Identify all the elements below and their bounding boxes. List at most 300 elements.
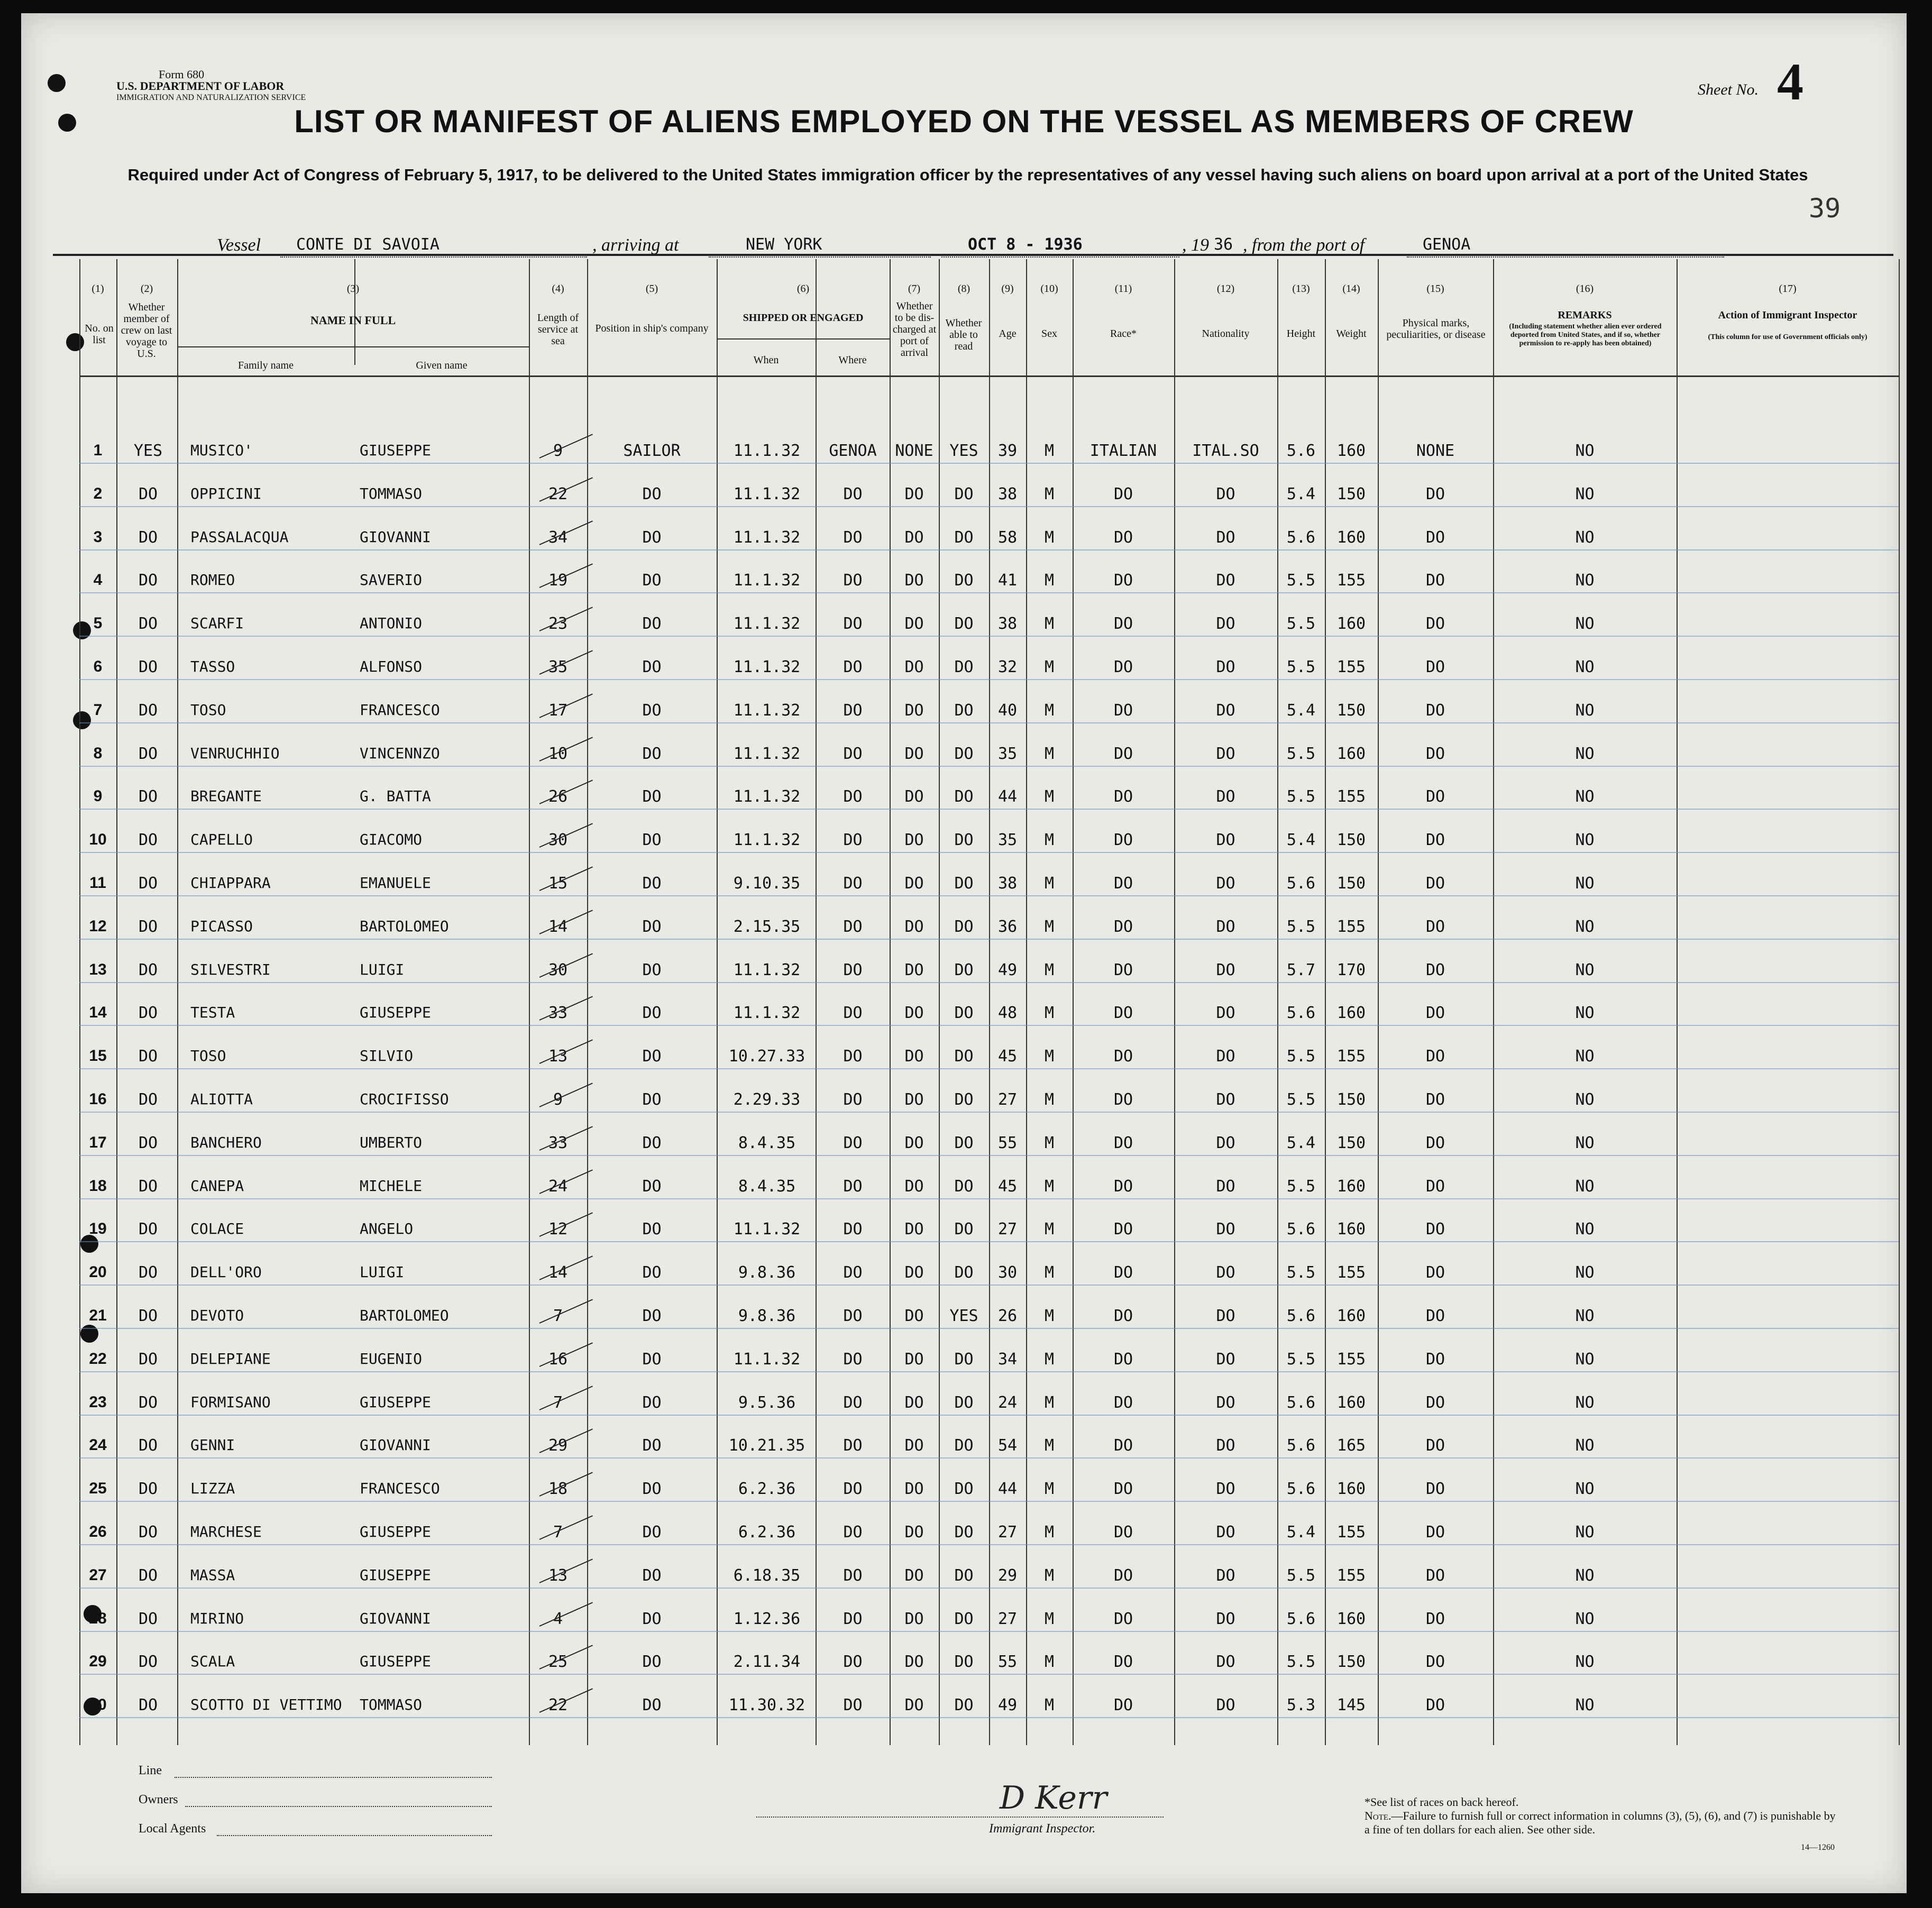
header-position: Position in ship's company [595,323,709,334]
cell-position: DO [642,1047,662,1066]
cell-discharged: DO [904,1177,924,1196]
cell-height: 5.5 [1286,1350,1316,1369]
cell-no: 7 [93,701,103,719]
column-number: (1) [91,283,104,295]
cell-service: 33 [548,1133,568,1152]
cell-position: DO [642,917,662,936]
cell-weight: 155 [1336,658,1366,676]
cell-discharged: DO [904,528,924,547]
cell-position: DO [642,1696,662,1715]
cell-read: DO [954,1696,974,1715]
cell-given: BARTOLOMEO [360,1307,449,1324]
cell-where: DO [843,1566,863,1585]
cell-sex: M [1044,744,1055,763]
cell-race: DO [1113,1350,1133,1369]
cell-height: 5.6 [1286,1393,1316,1412]
cell-where: DO [843,1393,863,1412]
cell-nationality: DO [1216,744,1235,763]
cell-prev: DO [138,658,158,676]
cell-position: DO [642,831,662,850]
cell-sex: M [1044,658,1055,676]
note-text: —Failure to furnish full or correct information in columns (3), (5), (6), and (7) is punishable by a fine of ten dollars for each alien. See other side. [1365,1809,1836,1836]
cell-when: 9.8.36 [738,1263,796,1282]
cell-weight: 165 [1336,1436,1366,1455]
cell-age: 48 [997,1004,1018,1023]
header-nationality: Nationality [1202,328,1250,340]
cell-no: 10 [89,831,107,849]
header-weight: Weight [1336,328,1367,340]
cell-remarks: NO [1575,1090,1595,1109]
cell-where: DO [843,1133,863,1152]
cell-family: CANEPA [190,1177,244,1195]
cell-given: GIOVANNI [360,528,431,546]
cell-prev: DO [138,1350,158,1369]
cell-height: 5.5 [1286,1177,1316,1196]
row-rule [79,549,1899,551]
cell-discharged: DO [904,1133,924,1152]
cell-weight: 150 [1336,484,1366,503]
cell-service: 35 [548,658,568,676]
cell-given: TOMMASO [360,484,423,502]
note-prefix: Note. [1365,1809,1391,1822]
cell-sex: M [1044,960,1055,979]
column-divider [1493,259,1494,1745]
column-number: (11) [1114,283,1132,295]
cell-physical: DO [1425,1350,1445,1369]
cell-service: 33 [548,1004,568,1023]
cell-nationality: DO [1216,1263,1235,1282]
cell-given: TOMMASO [360,1696,423,1714]
cell-prev: DO [138,1653,158,1672]
cell-height: 5.4 [1286,701,1316,720]
arriving-label: , arriving at [592,235,679,255]
header-age: Age [999,328,1017,340]
cell-physical: DO [1425,1566,1445,1585]
cell-weight: 155 [1336,1566,1366,1585]
cell-weight: 150 [1336,701,1366,720]
agents-field[interactable] [217,1835,492,1836]
cell-height: 5.4 [1286,1523,1316,1542]
cell-no: 28 [89,1609,107,1627]
cell-nationality: DO [1216,701,1235,720]
cell-remarks: NO [1575,1307,1595,1325]
row-rule [79,1155,1899,1156]
cell-read: DO [954,1436,974,1455]
header-discharged: Whether to be dis-charged at port of arrival [892,300,937,359]
cell-age: 27 [997,1523,1018,1542]
cell-service: 14 [548,1263,568,1282]
column-divider [1174,259,1175,1745]
cell-service: 12 [548,1220,568,1239]
cell-family: TASSO [190,658,235,675]
cell-read: YES [949,1307,978,1325]
cell-family: COLACE [190,1220,244,1238]
cell-weight: 150 [1336,1090,1366,1109]
cell-when: 11.1.32 [733,701,801,720]
cell-family: PICASSO [190,917,253,935]
cell-service: 10 [548,744,568,763]
cell-height: 5.5 [1286,917,1316,936]
cell-position: DO [642,744,662,763]
cell-read: DO [954,1523,974,1542]
cell-discharged: DO [904,960,924,979]
cell-physical: DO [1425,1307,1445,1325]
cell-nationality: DO [1216,1653,1235,1672]
cell-sex: M [1044,1393,1055,1412]
header-sex: Sex [1041,328,1057,340]
cell-nationality: DO [1216,1566,1235,1585]
cell-service: 14 [548,917,568,936]
cell-when: 11.1.32 [733,1220,801,1239]
cell-height: 5.5 [1286,744,1316,763]
row-rule [79,1328,1899,1329]
row-rule [79,1501,1899,1502]
cell-sex: M [1044,1004,1055,1023]
cell-service: 26 [548,787,568,806]
cell-remarks: NO [1575,1609,1595,1628]
cell-family: DELEPIANE [190,1350,271,1368]
cell-nationality: DO [1216,1523,1235,1542]
cell-where: DO [843,787,863,806]
cell-remarks: NO [1575,1523,1595,1542]
cell-weight: 170 [1336,960,1366,979]
cell-weight: 160 [1336,1480,1366,1499]
cell-when: 6.2.36 [738,1480,796,1499]
cell-remarks: NO [1575,831,1595,850]
column-number: (7) [908,283,921,295]
cell-discharged: DO [904,484,924,503]
cell-age: 58 [997,528,1018,547]
cell-no: 6 [93,658,103,675]
cell-service: 30 [548,960,568,979]
cell-physical: DO [1425,744,1445,763]
cell-sex: M [1044,787,1055,806]
cell-read: DO [954,701,974,720]
cell-discharged: DO [904,1220,924,1239]
cell-discharged: DO [904,874,924,893]
cell-position: DO [642,1436,662,1455]
cell-position: DO [642,528,662,547]
cell-sex: M [1044,1609,1055,1628]
cell-position: DO [642,614,662,634]
cell-weight: 160 [1336,528,1366,547]
column-divider [1325,259,1326,1745]
cell-read: DO [954,874,974,893]
name-header-rule [177,346,529,347]
cell-where: DO [843,1177,863,1196]
header-action-note: (This column for use of Government officials only) [1708,333,1867,341]
row-rule [79,1068,1899,1069]
cell-age: 55 [997,1133,1018,1152]
cell-read: DO [954,787,974,806]
cell-when: 2.15.35 [733,917,801,936]
cell-physical: DO [1425,960,1445,979]
cell-sex: M [1044,831,1055,850]
cell-prev: DO [138,1696,158,1715]
cell-family: DELL'ORO [190,1263,262,1281]
cell-weight: 155 [1336,917,1366,936]
vessel-label: Vessel [217,235,261,255]
cell-race: DO [1113,1523,1133,1542]
column-divider [1677,259,1678,1745]
cell-no: 9 [93,787,103,805]
cell-when: 1.12.36 [733,1609,801,1628]
cell-sex: M [1044,701,1055,720]
row-rule [79,939,1899,940]
cell-weight: 150 [1336,1133,1366,1152]
cell-no: 1 [93,442,103,459]
cell-age: 26 [997,1307,1018,1325]
cell-age: 29 [997,1566,1018,1585]
cell-weight: 150 [1336,1653,1366,1672]
year-label: , 19 [1182,235,1209,255]
cell-prev: YES [133,442,163,460]
cell-race: ITALIAN [1089,442,1157,460]
cell-race: DO [1113,960,1133,979]
cell-given: GIUSEPPE [360,1653,431,1671]
cell-discharged: NONE [895,442,933,460]
cell-family: CAPELLO [190,831,253,849]
cell-physical: DO [1425,1436,1445,1455]
cell-service: 9 [553,442,563,460]
header-able-read: Whether able to read [945,317,982,352]
cell-nationality: DO [1216,1436,1235,1455]
cell-where: DO [843,1523,863,1542]
arrival-year: 36 [1214,235,1233,254]
cell-prev: DO [138,1566,158,1585]
arrival-port: NEW YORK [746,235,822,254]
cell-position: DO [642,787,662,806]
cell-remarks: NO [1575,1436,1595,1455]
cell-read: DO [954,1090,974,1109]
row-rule [79,1544,1899,1545]
cell-where: DO [843,1220,863,1239]
cell-where: DO [843,1480,863,1499]
cell-service: 7 [553,1393,563,1412]
cell-nationality: DO [1216,831,1235,850]
cell-where: DO [843,1307,863,1325]
owners-field[interactable] [185,1806,492,1807]
cell-service: 23 [548,614,568,634]
cell-discharged: DO [904,1696,924,1715]
cell-race: DO [1113,571,1133,590]
cell-age: 45 [997,1047,1018,1066]
line-field[interactable] [175,1777,492,1778]
cell-family: TOSO [190,1047,226,1065]
cell-when: 6.2.36 [738,1523,796,1542]
cell-discharged: DO [904,1566,924,1585]
cell-physical: DO [1425,701,1445,720]
cell-height: 5.4 [1286,484,1316,503]
cell-when: 11.1.32 [733,1350,801,1369]
cell-remarks: NO [1575,787,1595,806]
cell-sex: M [1044,1090,1055,1109]
cell-weight: 160 [1336,442,1366,460]
cell-read: DO [954,917,974,936]
cell-discharged: DO [904,917,924,936]
cell-service: 13 [548,1047,568,1066]
cell-when: 11.1.32 [733,528,801,547]
cell-where: DO [843,1090,863,1109]
header-whether-member: Whether member of crew on last voyage to U.S. [121,301,172,360]
cell-no: 22 [89,1350,107,1368]
cell-race: DO [1113,1047,1133,1066]
cell-family: VENRUCHHIO [190,744,280,762]
cell-weight: 155 [1336,1350,1366,1369]
cell-position: DO [642,658,662,676]
column-divider [1073,259,1074,1745]
cell-weight: 150 [1336,831,1366,850]
cell-given: GIOVANNI [360,1609,431,1627]
cell-where: DO [843,874,863,893]
cell-family: LIZZA [190,1480,235,1498]
cell-family: MIRINO [190,1609,244,1627]
cell-position: DO [642,1480,662,1499]
row-rule [79,852,1899,853]
cell-prev: DO [138,831,158,850]
cell-position: DO [642,1566,662,1585]
cell-service: 18 [548,1480,568,1499]
department-name: U.S. DEPARTMENT OF LABOR [116,79,285,93]
cell-when: 10.27.33 [728,1047,805,1066]
cell-given: GIACOMO [360,831,423,849]
cell-read: DO [954,1480,974,1499]
cell-prev: DO [138,1436,158,1455]
cell-remarks: NO [1575,701,1595,720]
cell-no: 21 [89,1307,107,1324]
cell-position: DO [642,484,662,503]
cell-height: 5.5 [1286,1653,1316,1672]
cell-sex: M [1044,1480,1055,1499]
cell-family: TESTA [190,1004,235,1022]
cell-weight: 155 [1336,571,1366,590]
from-label: , from the port of [1243,235,1365,255]
cell-when: 11.1.32 [733,744,801,763]
inspector-label: Immigrant Inspector. [989,1822,1096,1836]
cell-discharged: DO [904,787,924,806]
cell-where: DO [843,917,863,936]
cell-nationality: DO [1216,1696,1235,1715]
cell-read: DO [954,1609,974,1628]
row-rule [79,895,1899,896]
cell-prev: DO [138,1220,158,1239]
cell-no: 30 [89,1696,107,1714]
cell-given: CROCIFISSO [360,1090,449,1108]
cell-position: DO [642,1090,662,1109]
row-rule [79,1112,1899,1113]
header-name-in-full: NAME IN FULL [310,314,396,327]
arrival-date: OCT 8 - 1936 [968,235,1083,254]
cell-given: UMBERTO [360,1133,423,1151]
cell-nationality: DO [1216,960,1235,979]
cell-when: 11.1.32 [733,484,801,503]
cell-family: CHIAPPARA [190,874,271,892]
cell-remarks: NO [1575,1004,1595,1023]
header-height: Height [1286,328,1316,340]
cell-where: DO [843,1696,863,1715]
cell-read: YES [949,442,978,460]
cell-remarks: NO [1575,614,1595,634]
header-race: Race* [1110,328,1137,340]
cell-race: DO [1113,1307,1133,1325]
header-no-on-list: No. on list [85,323,114,346]
cell-service: 9 [553,1090,563,1109]
cell-no: 15 [89,1047,107,1065]
cell-physical: DO [1425,1004,1445,1023]
cell-when: 11.1.32 [733,831,801,850]
cell-nationality: DO [1216,1480,1235,1499]
row-rule [79,982,1899,983]
cell-given: EMANUELE [360,874,431,892]
cell-where: DO [843,701,863,720]
crew-table [79,259,1899,1750]
cell-where: DO [843,744,863,763]
cell-sex: M [1044,1263,1055,1282]
cell-physical: DO [1425,1523,1445,1542]
header-physical: Physical marks, peculiarities, or disease [1386,317,1486,341]
cell-position: DO [642,1523,662,1542]
cell-given: ANGELO [360,1220,414,1238]
cell-when: 9.5.36 [738,1393,796,1412]
cell-service: 17 [548,701,568,720]
cell-position: DO [642,874,662,893]
cell-family: MARCHESE [190,1523,262,1540]
column-number: (12) [1216,283,1235,295]
cell-family: BANCHERO [190,1133,262,1151]
cell-prev: DO [138,614,158,634]
row-rule [79,1371,1899,1372]
column-number: (14) [1342,283,1360,295]
cell-age: 45 [997,1177,1018,1196]
cell-height: 5.3 [1286,1696,1316,1715]
cell-service: 16 [548,1350,568,1369]
cell-family: MASSA [190,1566,235,1584]
cell-when: 11.1.32 [733,960,801,979]
cell-sex: M [1044,1523,1055,1542]
cell-age: 27 [997,1090,1018,1109]
cell-service: 24 [548,1177,568,1196]
shipped-header-rule [717,338,890,340]
cell-nationality: DO [1216,658,1235,676]
cell-discharged: DO [904,1307,924,1325]
cell-physical: DO [1425,787,1445,806]
cell-weight: 160 [1336,1177,1366,1196]
cell-height: 5.5 [1286,787,1316,806]
cell-sex: M [1044,1653,1055,1672]
cell-physical: DO [1425,1609,1445,1628]
cell-given: FRANCESCO [360,1480,440,1498]
agents-label: Local Agents [139,1822,206,1836]
cell-read: DO [954,1220,974,1239]
races-note: *See list of races on back hereof. [1365,1795,1519,1809]
cell-when: 11.1.32 [733,614,801,634]
cell-position: SAILOR [623,442,681,460]
cell-read: DO [954,1350,974,1369]
cell-position: DO [642,1133,662,1152]
cell-height: 5.6 [1286,1004,1316,1023]
cell-remarks: NO [1575,1696,1595,1715]
cell-where: DO [843,1047,863,1066]
inspector-signature: D Kerr [1000,1779,1107,1817]
column-number: (9) [1001,283,1014,295]
cell-physical: DO [1425,831,1445,850]
row-rule [79,1631,1899,1632]
cell-age: 41 [997,571,1018,590]
cell-given: BARTOLOMEO [360,917,449,935]
cell-when: 11.1.32 [733,658,801,676]
cell-where: DO [843,831,863,850]
cell-height: 5.6 [1286,442,1316,460]
